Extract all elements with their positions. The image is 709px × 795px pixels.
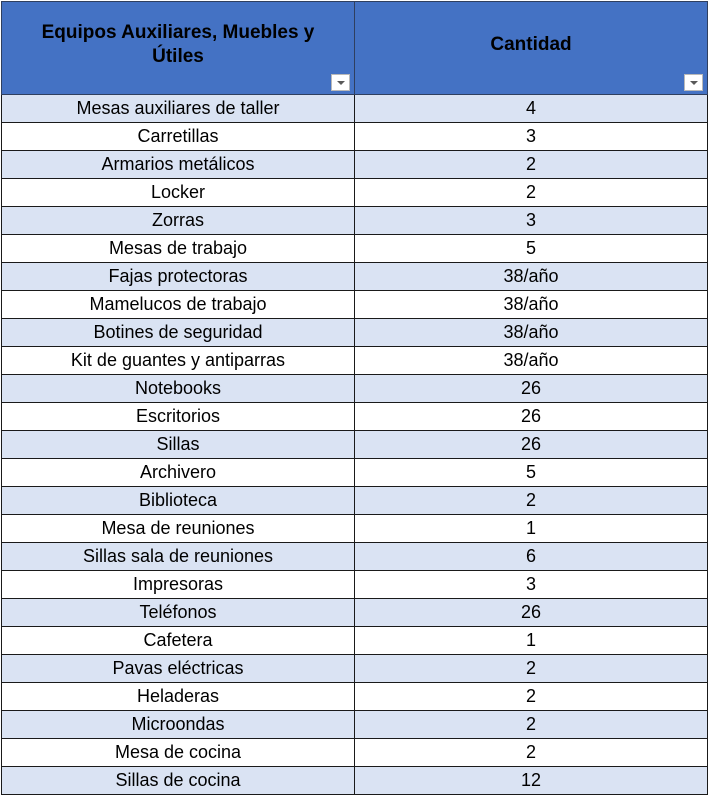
filter-dropdown-button[interactable] (684, 74, 703, 91)
table-row (2, 179, 708, 207)
table-row (2, 571, 708, 599)
chevron-down-icon (337, 81, 345, 85)
table-row (2, 95, 708, 123)
item-name-cell[interactable]: Heladeras (2, 683, 355, 711)
table-row (2, 431, 708, 459)
quantity-cell[interactable]: 2 (355, 487, 708, 515)
quantity-cell[interactable]: 2 (355, 711, 708, 739)
item-name-cell[interactable]: Mesas auxiliares de taller (2, 95, 355, 123)
chevron-down-icon (690, 81, 698, 85)
table-row (2, 599, 708, 627)
quantity-cell[interactable]: 3 (355, 207, 708, 235)
table-row (2, 123, 708, 151)
quantity-cell[interactable]: 26 (355, 599, 708, 627)
table-row (2, 291, 708, 319)
item-name-cell[interactable]: Botines de seguridad (2, 319, 355, 347)
table-row (2, 655, 708, 683)
quantity-cell[interactable]: 2 (355, 151, 708, 179)
quantity-cell[interactable]: 2 (355, 655, 708, 683)
table-row (2, 347, 708, 375)
item-name-cell[interactable]: Mesa de reuniones (2, 515, 355, 543)
item-name-cell[interactable]: Teléfonos (2, 599, 355, 627)
table-row (2, 627, 708, 655)
column-header-item[interactable] (2, 2, 355, 95)
item-name-cell[interactable]: Sillas sala de reuniones (2, 543, 355, 571)
quantity-cell[interactable]: 26 (355, 403, 708, 431)
table-row (2, 375, 708, 403)
table-row (2, 739, 708, 767)
item-name-cell[interactable]: Mesa de cocina (2, 739, 355, 767)
quantity-cell[interactable]: 2 (355, 739, 708, 767)
quantity-cell[interactable]: 1 (355, 515, 708, 543)
table-row (2, 711, 708, 739)
item-name-cell[interactable]: Microondas (2, 711, 355, 739)
quantity-cell[interactable]: 26 (355, 431, 708, 459)
item-name-cell[interactable]: Cafetera (2, 627, 355, 655)
quantity-cell[interactable]: 12 (355, 767, 708, 795)
table-row (2, 487, 708, 515)
table-row (2, 235, 708, 263)
item-name-cell[interactable]: Biblioteca (2, 487, 355, 515)
filter-dropdown-button[interactable] (331, 74, 350, 91)
quantity-cell[interactable]: 3 (355, 123, 708, 151)
item-name-cell[interactable]: Notebooks (2, 375, 355, 403)
quantity-cell[interactable]: 38/año (355, 319, 708, 347)
item-name-cell[interactable]: Zorras (2, 207, 355, 235)
item-name-cell[interactable]: Mamelucos de trabajo (2, 291, 355, 319)
item-name-cell[interactable]: Pavas eléctricas (2, 655, 355, 683)
quantity-cell[interactable]: 5 (355, 235, 708, 263)
quantity-cell[interactable]: 2 (355, 683, 708, 711)
item-name-cell[interactable]: Sillas (2, 431, 355, 459)
quantity-cell[interactable]: 38/año (355, 347, 708, 375)
inventory-table (1, 1, 708, 795)
table-row (2, 767, 708, 795)
quantity-cell[interactable]: 26 (355, 375, 708, 403)
table-row (2, 207, 708, 235)
column-header-quantity[interactable] (355, 2, 708, 95)
table-header-row (2, 2, 708, 95)
item-name-cell[interactable]: Archivero (2, 459, 355, 487)
table-row (2, 459, 708, 487)
item-name-cell[interactable]: Kit de guantes y antiparras (2, 347, 355, 375)
quantity-cell[interactable]: 2 (355, 179, 708, 207)
column-header-quantity-label: Cantidad (490, 34, 572, 55)
column-header-item-label: Equipos Auxiliares, Muebles y Útiles (41, 22, 315, 67)
item-name-cell[interactable]: Mesas de trabajo (2, 235, 355, 263)
item-name-cell[interactable]: Locker (2, 179, 355, 207)
quantity-cell[interactable]: 4 (355, 95, 708, 123)
item-name-cell[interactable]: Carretillas (2, 123, 355, 151)
table-row (2, 683, 708, 711)
quantity-cell[interactable]: 38/año (355, 263, 708, 291)
quantity-cell[interactable]: 6 (355, 543, 708, 571)
quantity-cell[interactable]: 5 (355, 459, 708, 487)
table-row (2, 263, 708, 291)
table-row (2, 403, 708, 431)
item-name-cell[interactable]: Sillas de cocina (2, 767, 355, 795)
item-name-cell[interactable]: Impresoras (2, 571, 355, 599)
quantity-cell[interactable]: 38/año (355, 291, 708, 319)
table-body (2, 95, 708, 795)
quantity-cell[interactable]: 1 (355, 627, 708, 655)
table-row (2, 319, 708, 347)
table-row (2, 543, 708, 571)
item-name-cell[interactable]: Escritorios (2, 403, 355, 431)
item-name-cell[interactable]: Fajas protectoras (2, 263, 355, 291)
table-row (2, 515, 708, 543)
quantity-cell[interactable]: 3 (355, 571, 708, 599)
table-row (2, 151, 708, 179)
item-name-cell[interactable]: Armarios metálicos (2, 151, 355, 179)
